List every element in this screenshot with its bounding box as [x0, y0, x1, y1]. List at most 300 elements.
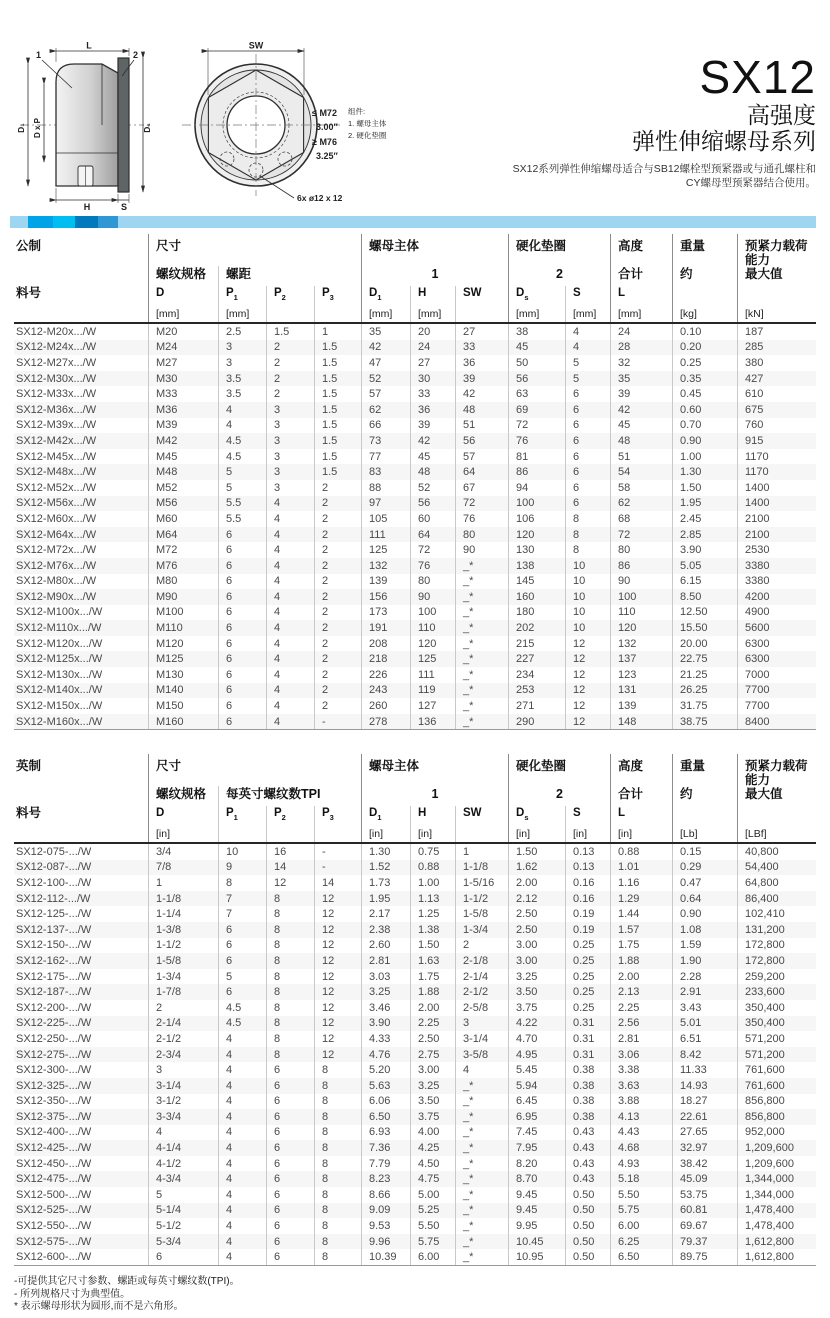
value-cell: 4	[266, 667, 314, 683]
value-cell: 2-1/8	[455, 953, 508, 969]
value-cell: _*	[455, 1109, 508, 1125]
value-cell: 4	[218, 1031, 266, 1047]
value-cell: 0.16	[565, 875, 610, 891]
value-cell: 1.5	[314, 464, 361, 480]
value-cell: 1.5	[314, 340, 361, 356]
value-cell: 3.90	[672, 542, 737, 558]
value-cell: 1.63	[410, 953, 455, 969]
value-cell: 0.31	[565, 1031, 610, 1047]
value-cell: 9.95	[508, 1218, 565, 1234]
page-subtitle-2: 弹性伸缩螺母系列	[632, 128, 816, 154]
value-cell: 6.45	[508, 1094, 565, 1110]
value-cell: 1.50	[410, 938, 455, 954]
value-cell: 6	[218, 651, 266, 667]
imperial-table-body	[14, 844, 816, 1266]
value-cell: 5.5	[218, 496, 266, 512]
value-cell: 6	[218, 636, 266, 652]
value-cell: 1.75	[610, 938, 672, 954]
value-cell: 24	[610, 324, 672, 340]
value-cell: 14.93	[672, 1078, 737, 1094]
value-cell: 54,400	[737, 860, 816, 876]
value-cell: 8	[266, 1047, 314, 1063]
value-cell: 6.95	[508, 1109, 565, 1125]
value-cell: 3.38	[610, 1062, 672, 1078]
value-cell: 47	[361, 355, 410, 371]
accent-segment	[98, 216, 118, 228]
value-cell: 1.5	[314, 449, 361, 465]
value-cell: 160	[508, 589, 565, 605]
value-cell: 4	[218, 1203, 266, 1219]
value-cell: M100	[148, 605, 218, 621]
value-cell: 1.88	[410, 984, 455, 1000]
value-cell: 6	[266, 1078, 314, 1094]
value-cell: 48	[610, 433, 672, 449]
table-row	[14, 574, 816, 590]
value-cell: 6	[565, 480, 610, 496]
value-cell: 10	[218, 844, 266, 860]
value-cell: 6	[148, 1249, 218, 1265]
value-cell: 2	[314, 558, 361, 574]
value-cell: 6	[266, 1187, 314, 1203]
table-row	[14, 1047, 816, 1063]
part-number-cell: SX12-M64x.../W	[16, 528, 97, 541]
table-row	[14, 922, 816, 938]
part-no-label: 料号	[16, 806, 42, 820]
value-cell: 5.45	[508, 1062, 565, 1078]
value-cell: 1.29	[610, 891, 672, 907]
value-cell: 9	[218, 860, 266, 876]
value-cell: 56	[410, 496, 455, 512]
value-cell: 2-1/4	[455, 969, 508, 985]
value-cell: 4	[218, 1234, 266, 1250]
value-cell: _*	[455, 1187, 508, 1203]
value-cell: 1170	[737, 464, 816, 480]
value-cell: 172,800	[737, 953, 816, 969]
value-cell: 285	[737, 340, 816, 356]
value-cell: 90	[610, 574, 672, 590]
value-cell: 4.25	[410, 1140, 455, 1156]
washer-part-number: 2	[508, 786, 610, 806]
table-row	[14, 906, 816, 922]
part-number-cell: SX12-M76x.../W	[16, 559, 97, 572]
value-cell: _*	[455, 636, 508, 652]
value-cell: 8	[565, 511, 610, 527]
value-cell: 12	[314, 1016, 361, 1032]
value-cell: M160	[148, 714, 218, 730]
part-number-cell: SX12-125-.../W	[16, 908, 92, 921]
value-cell: 4	[266, 589, 314, 605]
part-1-label: 1	[36, 50, 42, 60]
value-cell: 4-1/4	[148, 1140, 218, 1156]
preload-group-label: 预紧力载荷能力	[737, 234, 816, 267]
value-cell: 58	[610, 480, 672, 496]
value-cell: 5.05	[672, 558, 737, 574]
value-cell: 28	[610, 340, 672, 356]
part-number-cell: SX12-187-.../W	[16, 986, 92, 999]
value-cell: 5	[565, 371, 610, 387]
value-cell: 27.65	[672, 1125, 737, 1141]
imperial-system-label: 英制	[16, 759, 42, 773]
part-number-cell: SX12-475-.../W	[16, 1173, 92, 1186]
value-cell: 571,200	[737, 1047, 816, 1063]
value-cell: 105	[361, 511, 410, 527]
nut-body-group-label: 螺母主体	[361, 234, 508, 267]
value-cell: 6	[218, 605, 266, 621]
table-row	[14, 355, 816, 371]
value-cell: 0.90	[672, 906, 737, 922]
value-cell: _*	[455, 574, 508, 590]
value-cell: 86	[610, 558, 672, 574]
value-cell: 0.31	[565, 1047, 610, 1063]
value-cell: 1.5	[314, 386, 361, 402]
value-cell: 4	[218, 1094, 266, 1110]
table-row	[14, 891, 816, 907]
value-cell: 1.95	[361, 891, 410, 907]
value-cell: 8	[314, 1094, 361, 1110]
value-cell: 173	[361, 605, 410, 621]
value-cell: 0.15	[672, 844, 737, 860]
value-cell: 8	[314, 1156, 361, 1172]
value-cell: 5.20	[361, 1062, 410, 1078]
value-cell: 35	[610, 371, 672, 387]
value-cell: 54	[610, 464, 672, 480]
part-number-cell: SX12-150-.../W	[16, 939, 92, 952]
value-cell: 1.44	[610, 906, 672, 922]
value-cell: 2.28	[672, 969, 737, 985]
value-cell: 4.22	[508, 1016, 565, 1032]
value-cell: 6.50	[610, 1249, 672, 1265]
value-cell: 12	[314, 969, 361, 985]
value-cell: 350,400	[737, 1016, 816, 1032]
part-number-cell: SX12-600-.../W	[16, 1251, 92, 1264]
value-cell: 6	[565, 418, 610, 434]
value-cell: 5	[218, 480, 266, 496]
value-cell: 52	[410, 480, 455, 496]
value-cell: 3.50	[508, 984, 565, 1000]
value-cell: 6	[565, 433, 610, 449]
value-cell: 12	[314, 1000, 361, 1016]
value-cell: 3.50	[410, 1094, 455, 1110]
value-cell: 172,800	[737, 938, 816, 954]
value-cell: 2.38	[361, 922, 410, 938]
value-cell: _*	[455, 698, 508, 714]
size-group-label: 尺寸	[148, 234, 361, 267]
value-cell: 2	[314, 651, 361, 667]
value-cell: M36	[148, 402, 218, 418]
accent-bar	[10, 216, 816, 228]
value-cell: 0.25	[565, 969, 610, 985]
value-cell: 187	[737, 324, 816, 340]
value-cell: 45	[508, 340, 565, 356]
value-cell: 2-3/4	[148, 1047, 218, 1063]
value-cell: 8	[266, 969, 314, 985]
value-cell: 27	[455, 324, 508, 340]
part-number-cell: SX12-300-.../W	[16, 1064, 92, 1077]
value-cell: 2.75	[410, 1047, 455, 1063]
value-cell: 4	[218, 1125, 266, 1141]
height-group-label: 高度	[610, 234, 672, 267]
value-cell: 2	[314, 542, 361, 558]
part-number-cell: SX12-M80x.../W	[16, 575, 97, 588]
value-cell: 1	[314, 324, 361, 340]
value-cell: 4	[455, 1062, 508, 1078]
value-cell: _*	[455, 714, 508, 730]
value-cell: 73	[361, 433, 410, 449]
value-cell: 5	[218, 969, 266, 985]
value-cell: 1-1/8	[455, 860, 508, 876]
value-cell: 68	[610, 511, 672, 527]
value-cell: 10	[565, 589, 610, 605]
part-number-cell: SX12-M52x.../W	[16, 481, 97, 494]
value-cell: 2	[314, 636, 361, 652]
table-row	[14, 1218, 816, 1234]
table-row	[14, 433, 816, 449]
value-cell: 4	[266, 542, 314, 558]
value-cell: 3.88	[610, 1094, 672, 1110]
description-line-2: CY螺母型预紧器结合使用。	[685, 176, 816, 189]
page-title: SX12	[699, 51, 816, 103]
value-cell: 6	[565, 449, 610, 465]
side-view	[16, 41, 152, 213]
value-cell: 760	[737, 418, 816, 434]
value-cell: 0.19	[565, 922, 610, 938]
value-cell: 8	[266, 891, 314, 907]
value-cell: 94	[508, 480, 565, 496]
value-cell: 0.10	[672, 324, 737, 340]
value-cell: 0.20	[672, 340, 737, 356]
value-cell: 14	[314, 875, 361, 891]
value-cell: 2.5	[218, 324, 266, 340]
table-row	[14, 938, 816, 954]
metric-table-body	[14, 324, 816, 730]
preload-max-label: 最大值	[737, 786, 816, 806]
value-cell: M76	[148, 558, 218, 574]
value-cell: 81	[508, 449, 565, 465]
value-cell: M64	[148, 527, 218, 543]
size-note-le-in: 3.00″	[316, 122, 338, 132]
value-cell: 18.27	[672, 1094, 737, 1110]
value-cell: 2	[314, 605, 361, 621]
part-number-cell: SX12-M150x.../W	[16, 700, 103, 713]
value-cell: 10	[565, 574, 610, 590]
value-cell: 22.75	[672, 651, 737, 667]
value-cell: 2.91	[672, 984, 737, 1000]
value-cell: 6	[218, 984, 266, 1000]
value-cell: 7700	[737, 683, 816, 699]
value-cell: 5.50	[610, 1187, 672, 1203]
value-cell: 60	[410, 511, 455, 527]
value-cell: 4	[266, 698, 314, 714]
value-cell: 6	[218, 953, 266, 969]
value-cell: 675	[737, 402, 816, 418]
value-cell: 226	[361, 667, 410, 683]
value-cell: 40,800	[737, 844, 816, 860]
value-cell: 9.96	[361, 1234, 410, 1250]
value-cell: 76	[508, 433, 565, 449]
value-cell: 5-3/4	[148, 1234, 218, 1250]
value-cell: 6	[218, 589, 266, 605]
value-cell: 3-5/8	[455, 1047, 508, 1063]
footnotes	[14, 1276, 240, 1314]
value-cell: _*	[455, 1171, 508, 1187]
value-cell: 51	[610, 449, 672, 465]
value-cell: 1.5	[314, 355, 361, 371]
value-cell: 2.45	[672, 511, 737, 527]
value-cell: 2	[148, 1000, 218, 1016]
part-number-cell: SX12-M48x.../W	[16, 466, 97, 479]
value-cell: 72	[455, 496, 508, 512]
value-cell: 15.50	[672, 620, 737, 636]
table-row	[14, 371, 816, 387]
value-cell: 227	[508, 651, 565, 667]
value-cell: 4	[218, 1156, 266, 1172]
value-cell: 89.75	[672, 1249, 737, 1265]
part-number-cell: SX12-450-.../W	[16, 1157, 92, 1170]
description-line-1: SX12系列弹性伸缩螺母适合与SB12螺栓型预紧器或与通孔螺柱和	[512, 163, 816, 175]
value-cell: 12.50	[672, 605, 737, 621]
parts-legend	[348, 106, 387, 140]
value-cell: 6.25	[610, 1234, 672, 1250]
value-cell: 139	[361, 574, 410, 590]
value-cell: 4.50	[410, 1156, 455, 1172]
table-row	[14, 449, 816, 465]
value-cell: 4	[218, 1187, 266, 1203]
value-cell: 9.09	[361, 1203, 410, 1219]
value-cell: 7.95	[508, 1140, 565, 1156]
table-row	[14, 1125, 816, 1141]
value-cell: 3	[266, 418, 314, 434]
value-cell: 8.23	[361, 1171, 410, 1187]
table-row	[14, 542, 816, 558]
value-cell: 4.13	[610, 1109, 672, 1125]
value-cell: 8	[266, 953, 314, 969]
value-cell: 22.61	[672, 1109, 737, 1125]
value-cell: 0.13	[565, 844, 610, 860]
value-cell: 3.00	[410, 1062, 455, 1078]
value-cell: 260	[361, 698, 410, 714]
table-row	[14, 1171, 816, 1187]
value-cell: 0.70	[672, 418, 737, 434]
value-cell: 1.00	[672, 449, 737, 465]
value-cell: 80	[410, 574, 455, 590]
value-cell: 1,478,400	[737, 1203, 816, 1219]
value-cell: 0.43	[565, 1140, 610, 1156]
value-cell: 57	[361, 386, 410, 402]
table-row	[14, 683, 816, 699]
value-cell: _*	[455, 1094, 508, 1110]
value-cell: 0.38	[565, 1094, 610, 1110]
part-number-cell: SX12-M24x.../W	[16, 341, 97, 354]
value-cell: 8	[314, 1078, 361, 1094]
table-row	[14, 844, 816, 860]
dim-Ds-label: Dₛ	[142, 123, 152, 133]
value-cell: 1.5	[314, 371, 361, 387]
value-cell: 6	[266, 1234, 314, 1250]
value-cell: 21.25	[672, 667, 737, 683]
table-row	[14, 1249, 816, 1265]
value-cell: 3.00	[508, 938, 565, 954]
table-row	[14, 402, 816, 418]
value-cell: 6	[218, 714, 266, 730]
dim-H-label: H	[83, 202, 91, 212]
value-cell: 2	[314, 527, 361, 543]
value-cell: 69.67	[672, 1218, 737, 1234]
value-cell: 2	[266, 340, 314, 356]
value-cell: 2	[314, 574, 361, 590]
value-cell: 12	[565, 667, 610, 683]
size-note-ge: ≥ M76	[312, 137, 337, 147]
value-cell: 4	[218, 1171, 266, 1187]
value-cell: 1.25	[410, 906, 455, 922]
table-row	[14, 984, 816, 1000]
value-cell: 2.13	[610, 984, 672, 1000]
value-cell: 0.25	[565, 953, 610, 969]
value-cell: 102,410	[737, 906, 816, 922]
value-cell: 3-1/4	[455, 1031, 508, 1047]
value-cell: 110	[610, 605, 672, 621]
value-cell: 8	[266, 1031, 314, 1047]
value-cell: _*	[455, 1140, 508, 1156]
value-cell: 5.01	[672, 1016, 737, 1032]
value-cell: 6	[565, 386, 610, 402]
value-cell: 0.25	[565, 1000, 610, 1016]
value-cell: _*	[455, 589, 508, 605]
value-cell: 0.38	[565, 1109, 610, 1125]
value-cell: 1.5	[314, 402, 361, 418]
value-cell: 1-1/2	[148, 938, 218, 954]
value-cell: 62	[610, 496, 672, 512]
value-cell: 1.50	[508, 844, 565, 860]
value-cell: 12	[314, 1047, 361, 1063]
metric-table-header: 公制 尺寸 螺母主体 硬化垫圈 高度 重量 预紧力载荷能力 螺纹规格 螺距 1 2 合计 约 最大值 料号 D [mm] $P_1$ [mm] $P_2$ $P_3$ $D_1$ [mm] H [mm] SW $D_s$ [mm] S [mm] L [mm] [kg] [kN]	[14, 234, 816, 324]
preload-max-label: 最大值	[737, 266, 816, 286]
value-cell: 0.50	[565, 1203, 610, 1219]
value-cell: 12	[314, 891, 361, 907]
value-cell: 271	[508, 698, 565, 714]
value-cell: 2-1/4	[148, 1016, 218, 1032]
value-cell: 6	[266, 1140, 314, 1156]
value-cell: 7	[218, 906, 266, 922]
value-cell: 0.13	[565, 860, 610, 876]
value-cell: 2	[314, 511, 361, 527]
value-cell: M110	[148, 620, 218, 636]
value-cell: 2.00	[610, 969, 672, 985]
value-cell: 1.75	[410, 969, 455, 985]
value-cell: 123	[610, 667, 672, 683]
title-block	[513, 52, 816, 190]
value-cell: 4	[266, 496, 314, 512]
value-cell: 6	[218, 620, 266, 636]
part-number-cell: SX12-M160x.../W	[16, 715, 103, 728]
value-cell: 127	[410, 698, 455, 714]
value-cell: 4	[148, 1125, 218, 1141]
table-row	[14, 636, 816, 652]
value-cell: 3/4	[148, 844, 218, 860]
washer-group-label: 硬化垫圈	[508, 754, 610, 787]
value-cell: 48	[455, 402, 508, 418]
value-cell: M42	[148, 433, 218, 449]
value-cell: 45	[610, 418, 672, 434]
value-cell: 2	[314, 620, 361, 636]
table-row	[14, 1234, 816, 1250]
value-cell: 6	[266, 1171, 314, 1187]
value-cell: M90	[148, 589, 218, 605]
value-cell: 76	[455, 511, 508, 527]
part-number-cell: SX12-100-.../W	[16, 876, 92, 889]
value-cell: 1-5/8	[148, 953, 218, 969]
value-cell: 0.43	[565, 1156, 610, 1172]
value-cell: 5	[148, 1187, 218, 1203]
